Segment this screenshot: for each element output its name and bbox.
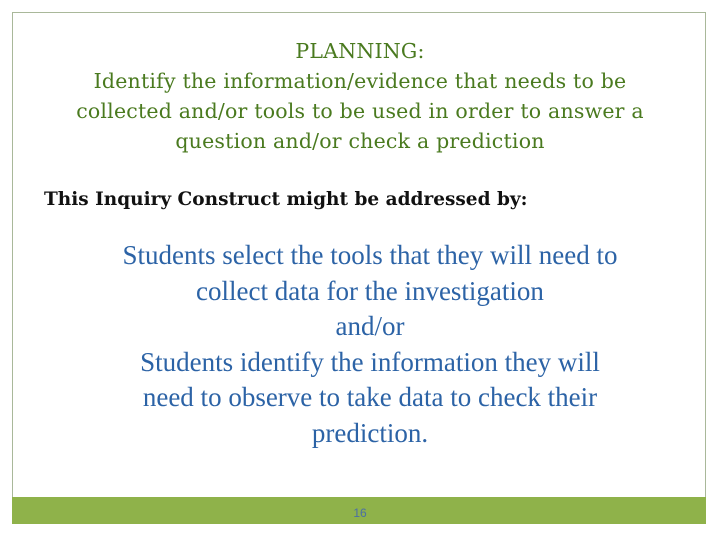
body-text: [20, 238, 720, 451]
slide-title: [20, 36, 700, 156]
title-line: Identify the information/evidence that needs to be: [93, 69, 627, 93]
title-line: question and/or check a prediction: [175, 129, 545, 153]
subheading: This Inquiry Construct might be addressed by:: [44, 189, 528, 210]
body-line: prediction.: [311, 417, 429, 448]
title-line: collected and/or tools to be used in order to answer a: [76, 99, 644, 123]
body-line: collect data for the investigation: [196, 275, 544, 306]
body-line: Students identify the information they will: [140, 346, 600, 377]
body-line: Students select the tools that they will need to: [122, 240, 618, 270]
body-line: need to observe to take data to check their: [142, 382, 598, 412]
title-line-heading: PLANNING:: [295, 39, 425, 63]
body-line-connector: and/or: [335, 311, 405, 341]
page-number: 16: [353, 506, 367, 520]
